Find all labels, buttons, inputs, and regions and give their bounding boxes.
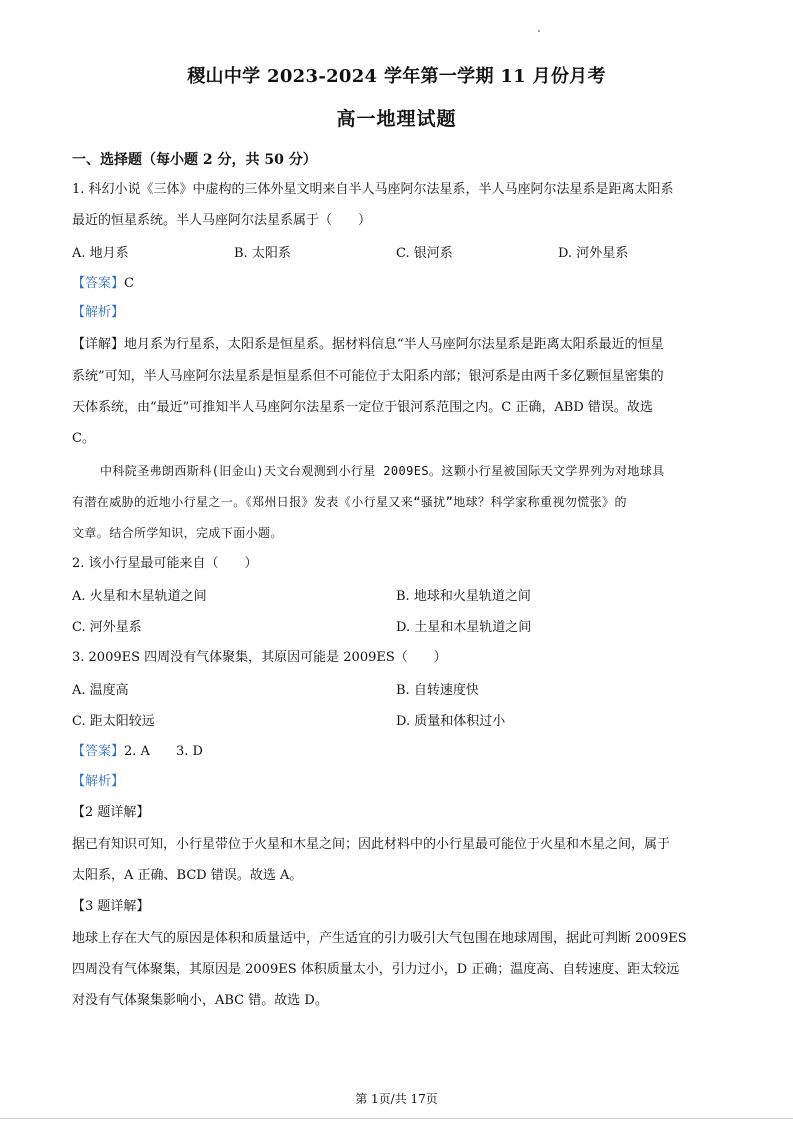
q3-stem: 3. 2009ES 四周没有气体聚集，其原因可能是 2009ES（ ） bbox=[72, 650, 447, 665]
answer-tag: 【答案】 bbox=[72, 276, 125, 291]
q1-option-d: D. 河外星系 bbox=[558, 246, 629, 261]
analysis-tag: 【解析】 bbox=[72, 774, 125, 789]
q1-detail-line1 bbox=[72, 335, 732, 355]
q1-answer bbox=[72, 274, 732, 294]
analysis-tag: 【解析】 bbox=[72, 305, 125, 320]
q2-detail-line2: 太阳系，A 正确、BCD 错误。故选 A。 bbox=[72, 868, 303, 883]
q1-stem-line1: 1. 科幻小说《三体》中虚构的三体外星文明来自半人马座阿尔法星系，半人马座阿尔法星系是距离太阳系 bbox=[72, 182, 674, 197]
q3-option-b: B. 自转速度快 bbox=[396, 683, 479, 698]
exam-title: 稷山中学 2023-2024 学年第一学期 11 月份月考 bbox=[187, 66, 606, 87]
q1-option-b: B. 太阳系 bbox=[234, 246, 291, 261]
q3-detail-line2: 四周没有气体聚集，其原因是 2009ES 体积质量太小，引力过小，D 正确；温度高、自转速度、距太较远 bbox=[72, 962, 680, 977]
section-heading: 一、选择题（每小题 2 分，共 50 分） bbox=[72, 152, 317, 168]
q1-option-a: A. 地月系 bbox=[72, 246, 129, 261]
q1-stem-line2: 最近的恒星系统。半人马座阿尔法星系属于（ ） bbox=[72, 213, 372, 228]
q23-answer bbox=[72, 742, 732, 762]
q23-analysis bbox=[72, 772, 732, 792]
q3-detail-line1: 地球上存在大气的原因是体积和质量适中，产生适宜的引力吸引大气包围在地球周围，据此可判断 2009ES bbox=[72, 931, 687, 946]
q3-option-d: D. 质量和体积过小 bbox=[396, 714, 506, 729]
q1-detail-line3: 天体系统，由“最近”可推知半人马座阿尔法星系一定位于银河系范围之内。C 正确，ABD 错误。故选 bbox=[72, 400, 653, 415]
q2-option-b: B. 地球和火星轨道之间 bbox=[396, 589, 531, 604]
q1-detail-line4: C。 bbox=[72, 431, 95, 446]
q1-analysis bbox=[72, 303, 732, 323]
detail-text: 地月系为行星系，太阳系是恒星系。据材料信息“半人马座阿尔法星系是距离太阳系最近的恒星 bbox=[124, 337, 664, 352]
exam-subtitle: 高一地理试题 bbox=[336, 108, 457, 130]
scan-dot bbox=[538, 30, 540, 32]
q3-detail-line3: 对没有气体聚集影响小，ABC 错。故选 D。 bbox=[72, 993, 328, 1008]
answer-value: C bbox=[124, 276, 134, 291]
q3-detail-heading: 【3 题详解】 bbox=[72, 899, 150, 914]
q2-option-d: D. 土星和木星轨道之间 bbox=[396, 620, 532, 635]
page-number: 第 1页/共 17页 bbox=[355, 1092, 438, 1106]
q3-option-a: A. 温度高 bbox=[72, 683, 129, 698]
q2-option-a: A. 火星和木星轨道之间 bbox=[72, 589, 207, 604]
q2-option-c: C. 河外星系 bbox=[72, 620, 142, 635]
passage-line2: 有潜在威胁的近地小行星之一。《郑州日报》发表《小行星又来“骚扰”地球？科学家称重视勿慌张》的 bbox=[72, 495, 627, 509]
detail-tag: 【详解】 bbox=[72, 337, 125, 352]
q2-stem: 2. 该小行星最可能来自（ ） bbox=[72, 556, 258, 571]
q2-detail-line1: 据已有知识可知，小行星带位于火星和木星之间；因此材料中的小行星最可能位于火星和木星之间，属于 bbox=[72, 837, 671, 852]
answer-value: 2. A 3. D bbox=[124, 744, 203, 759]
footer-divider bbox=[0, 1118, 793, 1119]
q1-detail-line2: 系统”可知，半人马座阿尔法星系是恒星系但不可能位于太阳系内部；银河系是由两千多亿颗恒星密集的 bbox=[72, 369, 664, 384]
passage-line1: 中科院圣弗朗西斯科(旧金山)天文台观测到小行星 2009ES。这颗小行星被国际天文学界列为对地球具 bbox=[100, 464, 665, 478]
q2-detail-heading: 【2 题详解】 bbox=[72, 805, 150, 820]
q3-option-c: C. 距太阳较远 bbox=[72, 714, 155, 729]
answer-tag: 【答案】 bbox=[72, 744, 125, 759]
passage-line3: 文章。结合所学知识，完成下面小题。 bbox=[72, 526, 283, 540]
q1-option-c: C. 银河系 bbox=[396, 246, 453, 261]
